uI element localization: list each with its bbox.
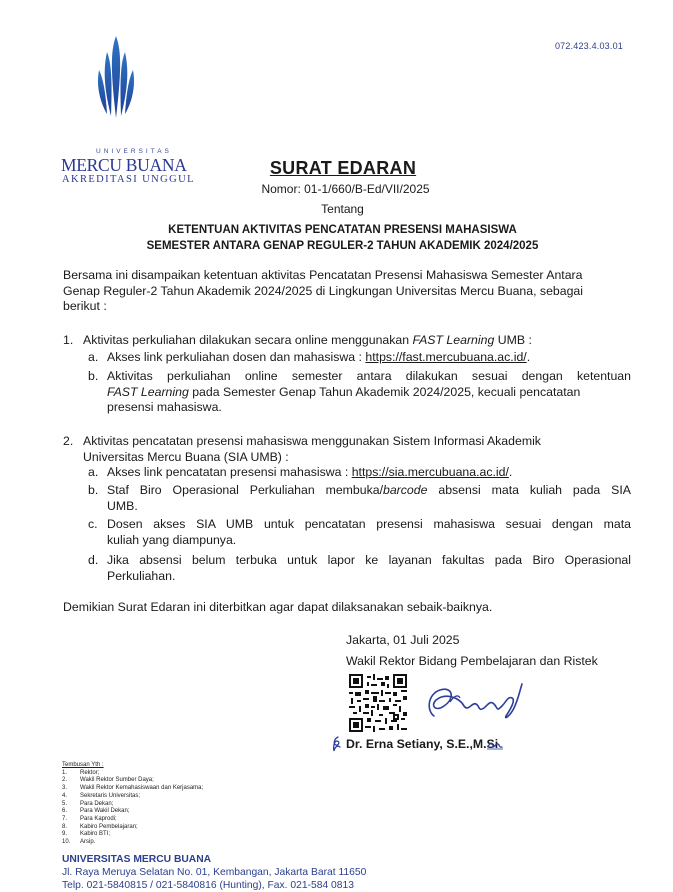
text-line <box>107 385 631 401</box>
signature-block <box>346 633 598 669</box>
sub-letter: b. <box>88 483 99 497</box>
logo-accreditation: AKREDITASI UNGGUL <box>62 174 195 185</box>
cc-item <box>62 839 203 847</box>
footer-university-name: UNIVERSITAS MERCU BUANA <box>62 854 212 865</box>
intro-paragraph <box>63 268 631 315</box>
qr-code-icon <box>349 674 407 732</box>
tentang-label: Tentang <box>321 202 364 216</box>
cc-text: Arsip. <box>80 839 96 846</box>
cc-number: 7. <box>62 815 68 822</box>
fast-learning-link[interactable]: https://fast.mercubuana.ac.id/ <box>365 350 527 364</box>
sub-item-text <box>107 465 631 481</box>
cc-text: Rektor; <box>80 769 100 776</box>
cc-text: Kabiro BTI; <box>80 831 111 838</box>
letterhead-footer <box>62 853 366 892</box>
cc-number: 4. <box>62 792 68 799</box>
cc-number: 1. <box>62 769 68 776</box>
intro-line: berikut : <box>63 299 107 314</box>
text-segment: pada Semester Genap Tahun Akademik 2024/2025, kecuali pencatatan <box>188 384 581 399</box>
subject-line: SEMESTER ANTARA GENAP REGULER-2 TAHUN AKADEMIK 2024/2025 <box>146 240 539 252</box>
sub-letter: d. <box>88 553 99 567</box>
sub-letter: a. <box>88 465 99 479</box>
intro-line: Genap Reguler-2 Tahun Akademik 2024/2025 di Lingkungan Universitas Mercu Buana, sebagai <box>63 283 583 298</box>
cc-item <box>62 770 203 778</box>
sub-item-text <box>107 369 631 416</box>
text-line: Dosen akses SIA UMB untuk pencatatan presensi mahasiswa sesuai dengan mata <box>107 517 631 531</box>
flame-logo-icon <box>94 34 138 118</box>
cc-title: Tembusan Yth : <box>62 762 104 768</box>
cc-text: Wakil Rektor Sumber Daya; <box>80 777 154 784</box>
footer-phone: Telp. 021-5840815 / 021-5840816 (Hunting), Fax. 021-584 0813 <box>62 880 354 891</box>
text-line: Universitas Mercu Buana (SIA UMB) : <box>83 449 289 464</box>
list-item-text <box>83 333 631 349</box>
cc-text: Kabiro Pembelajaran; <box>80 823 138 830</box>
list-number: 2. <box>63 434 74 448</box>
cc-text: Sekretaris Universitas; <box>80 792 141 799</box>
text-italic: barcode <box>383 483 428 497</box>
cc-item <box>62 831 203 839</box>
text-line: Jika absensi belum terbuka untuk lapor ke layanan fakultas pada Biro Operasional <box>107 553 631 567</box>
cc-item <box>62 793 203 801</box>
title-block <box>0 158 673 254</box>
sub-item-text <box>107 483 631 514</box>
cc-text: Wakil Rektor Kemahasiswaan dan Kerjasama; <box>80 785 204 792</box>
text-segment: Staf Biro Operasional Perkuliahan membuka/ <box>107 483 383 497</box>
text-segment: absensi mata kuliah pada SIA <box>427 483 631 497</box>
document-title: SURAT EDARAN <box>269 158 417 178</box>
sia-link[interactable]: https://sia.mercubuana.ac.id/ <box>351 465 509 479</box>
text-line: kuliah yang diampunya. <box>107 532 237 547</box>
text-segment: Aktivitas perkuliahan dilakukan secara online menggunakan <box>83 333 413 347</box>
cc-number: 9. <box>62 831 68 838</box>
text-segment: UMB : <box>494 333 532 347</box>
logo-universitas-text: UNIVERSITAS <box>96 148 172 155</box>
document-subject <box>12 222 673 254</box>
text-italic: FAST Learning <box>107 384 189 399</box>
cc-number: 10. <box>62 839 71 846</box>
text-italic: FAST Learning <box>412 333 495 347</box>
handwritten-signature-icon <box>420 676 526 728</box>
cc-number: 6. <box>62 808 68 815</box>
text-line: Aktivitas perkuliahan online semester antara dilakukan sesuai dengan ketentuan <box>107 369 631 383</box>
cc-text: Para Kaprodi; <box>80 815 117 822</box>
cc-item <box>62 816 203 824</box>
cc-number: 8. <box>62 823 68 830</box>
cc-number: 3. <box>62 785 68 792</box>
initial-mark-icon <box>329 735 343 753</box>
text-segment: Akses link perkuliahan dosen dan mahasiswa : <box>107 350 366 364</box>
list-item-text <box>83 434 631 465</box>
text-segment: Akses link pencatatan presensi mahasiswa : <box>107 465 352 479</box>
logo-university-name: MERCU BUANA <box>61 155 187 175</box>
sub-letter: a. <box>88 350 99 364</box>
carbon-copy-list <box>62 762 203 847</box>
text-line: Perkuliahan. <box>107 568 176 583</box>
cc-item <box>62 801 203 809</box>
document-number: Nomor: 01-1/660/B-Ed/VII/2025 <box>261 182 430 196</box>
sub-letter: c. <box>88 517 98 531</box>
text-line <box>107 483 631 499</box>
cc-item <box>62 824 203 832</box>
sub-item-text <box>107 517 631 548</box>
cc-item <box>62 777 203 785</box>
initial-mark-icon <box>486 738 504 750</box>
cc-number: 5. <box>62 800 68 807</box>
cc-text: Para Wakil Dekan; <box>80 808 130 815</box>
document-code: 072.423.4.03.01 <box>554 41 623 51</box>
signer-name: Dr. Erna Setiany, S.E.,M.Si <box>346 737 499 751</box>
sub-item-text <box>107 350 631 366</box>
footer-address: Jl. Raya Meruya Selatan No. 01, Kembangan, Jakarta Barat 11650 <box>62 867 367 878</box>
subject-line: KETENTUAN AKTIVITAS PENCATATAN PRESENSI MAHASISWA <box>168 224 517 236</box>
cc-text: Para Dekan; <box>80 800 114 807</box>
sub-letter: b. <box>88 369 99 383</box>
sub-item-text <box>107 553 631 584</box>
text-line: presensi mahasiswa. <box>107 400 222 415</box>
signer-position: Wakil Rektor Bidang Pembelajaran dan Ristek <box>346 653 598 668</box>
text-segment: . <box>508 465 513 479</box>
cc-number: 2. <box>62 777 68 784</box>
closing-paragraph: Demikian Surat Edaran ini diterbitkan agar dapat dilaksanakan sebaik-baiknya. <box>63 600 493 614</box>
text-line: Aktivitas pencatatan presensi mahasiswa menggunakan Sistem Informasi Akademik <box>83 434 541 448</box>
text-segment: . <box>526 350 531 364</box>
place-date: Jakarta, 01 Juli 2025 <box>346 633 460 647</box>
cc-item <box>62 808 203 816</box>
list-number: 1. <box>63 333 74 347</box>
cc-item <box>62 785 203 793</box>
intro-line: Bersama ini disampaikan ketentuan aktivitas Pencatatan Presensi Mahasiswa Semester Antara <box>63 268 583 282</box>
text-line: UMB. <box>107 498 138 513</box>
